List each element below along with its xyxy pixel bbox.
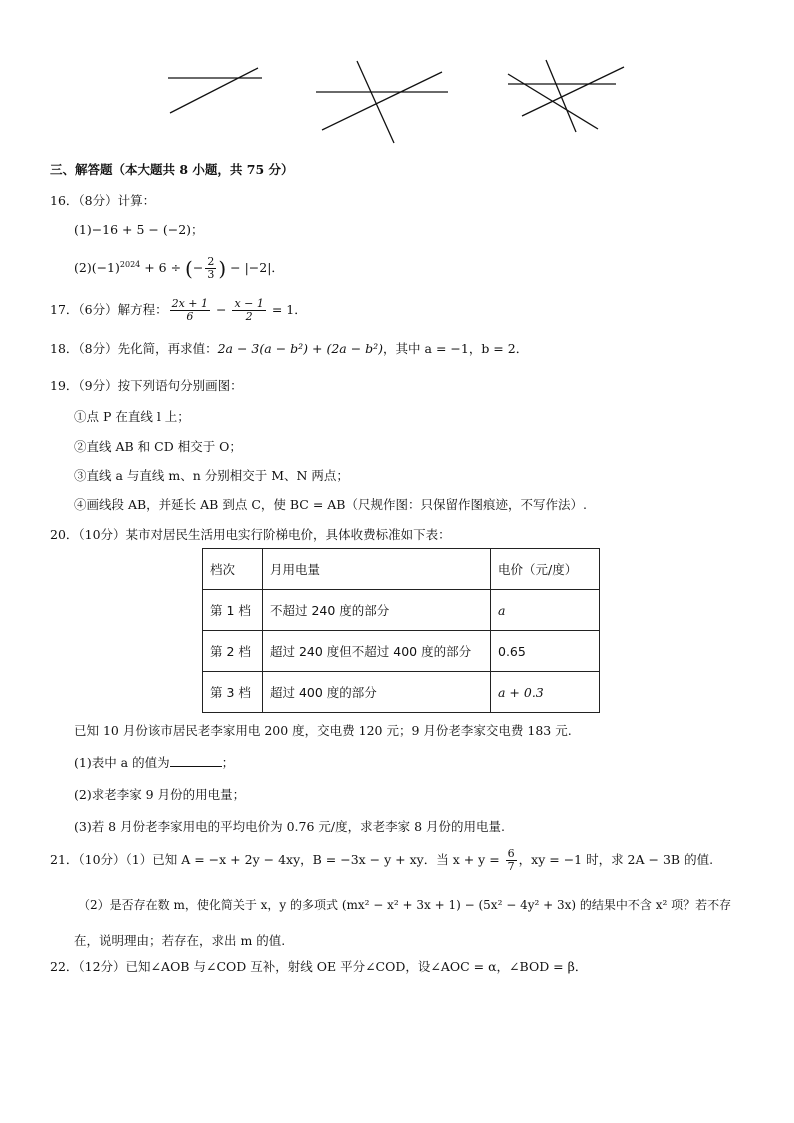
answer-blank[interactable]: [170, 754, 222, 767]
q20-part1-end: ；: [221, 755, 235, 770]
q17-fraction-2: [232, 298, 265, 323]
q16-fraction: [205, 256, 216, 281]
table-row: [203, 631, 600, 672]
table-cell: 第 3 档: [203, 672, 263, 713]
q16-part2: $(2)(-1)^{2024} + 6$ ÷ (− $\frac{2}{3}$ ) − |−2|．: [74, 255, 284, 281]
figure-2-line-diagonal-a: [322, 72, 442, 130]
q20-given: 已知 10 月份该市居民老李家用电 200 度，交电费 120 元；9 月份老李家交电费 183 元.: [74, 723, 572, 738]
q20-part1: [0, 754, 794, 771]
q18-heading: 18．（8分）先化简，再求值：: [50, 341, 218, 356]
electricity-price-table: [202, 548, 600, 713]
table-cell: 第 2 档: [203, 631, 263, 672]
q17-tail: = 1．: [267, 302, 307, 317]
q21-part2-cont: 在，说明理由；若存在，求出 m 的值.: [74, 933, 286, 948]
q20-part2: (2)求老李家 9 月份的用电量；: [74, 787, 246, 802]
q19-item-2: ②直线 AB 和 CD 相交于 O；: [74, 439, 242, 454]
q17-fraction-2-den: 2: [245, 310, 253, 323]
q19-item-4: ④画线段 AB，并延长 AB 到点 C，使 BC = AB（尺规作图：只保留作图痕迹，不写作法）.: [74, 497, 587, 512]
q16-part2-exponent: 2024: [119, 259, 141, 269]
figure-2: [316, 61, 448, 143]
figure-2-line-diagonal-b: [357, 61, 394, 143]
q17-fraction-1-num: 2x + 1: [171, 297, 209, 310]
q17-heading: 17．（6分）解方程：: [50, 302, 168, 317]
q21-part1-a: 21．（10分）（1）已知 A = −x + 2y − 4xy，B = −3x − y + xy．当 x + y =: [50, 852, 504, 867]
table-cell: 0.65: [491, 631, 600, 672]
q17-fraction-2-num: x − 1: [234, 297, 264, 310]
q18-tail: ，其中 a = −1，b = 2．: [383, 341, 529, 356]
section-title: 三、解答题（本大题共 8 小题，共 75 分）: [50, 162, 294, 177]
q16-part2-a: (2)(−1): [74, 260, 120, 275]
q18-expression: 2a − 3(a − b²) + (2a − b²): [217, 341, 384, 356]
q16-fraction-den: 3: [207, 268, 215, 281]
q21-fraction-den: 7: [507, 860, 515, 873]
intersecting-lines-figures: [0, 0, 794, 150]
table-header-cell: 月用电量: [263, 549, 491, 590]
q18: [0, 341, 794, 357]
figure-3-line-diagonal-c: [546, 60, 576, 132]
q17-fraction-1: [170, 298, 210, 323]
q17-fraction-1-den: 6: [186, 310, 194, 323]
figure-1-line-diagonal: [170, 68, 258, 113]
table-row: [203, 590, 600, 631]
q21-part1-b: ，xy = −1 时，求 2A − 3B 的值.: [518, 852, 714, 867]
q21-fraction: [506, 848, 517, 873]
table-row: [203, 672, 600, 713]
table-header-cell: 档次: [203, 549, 263, 590]
figure-1: [168, 68, 262, 113]
table-cell: a + 0.3: [491, 672, 600, 713]
q16-part2-b: + 6 ÷: [140, 260, 186, 275]
q21-fraction-num: 6: [507, 847, 515, 860]
q19-heading: 19．（9分）按下列语句分别画图：: [50, 378, 243, 393]
q19-item-1: ①点 P 在直线 l 上；: [74, 409, 190, 424]
q16-fraction-num: 2: [207, 255, 215, 268]
table-cell: 超过 400 度的部分: [263, 672, 491, 713]
q17: [0, 298, 794, 323]
q16-part2-c: − |−2|．: [226, 260, 284, 275]
table-header-row: [203, 549, 600, 590]
q16-part1-expr: (1)−16 + 5 − (−2)；: [74, 222, 204, 237]
table-cell: a: [491, 590, 600, 631]
figure-3: [508, 60, 624, 132]
q16-part1: [0, 222, 794, 238]
q17-minus: −: [212, 302, 231, 317]
q20-heading: 20．（10分）某市对居民生活用电实行阶梯电价，具体收费标准如下表：: [50, 527, 451, 542]
q22-heading: 22．（12分）已知∠AOB 与∠COD 互补，射线 OE 平分∠COD，设∠AOC = α，∠BOD = β．: [50, 959, 588, 974]
q21-part1: [0, 848, 794, 873]
q20-part3: (3)若 8 月份老李家用电的平均电价为 0.76 元/度，求老李家 8 月份的用电量.: [74, 819, 505, 834]
q19-item-3: ③直线 a 与直线 m、n 分别相交于 M、N 两点；: [74, 468, 349, 483]
q20-part1-text: (1)表中 a 的值为: [74, 755, 170, 770]
table-header-cell: 电价（元/度）: [491, 549, 600, 590]
q16-heading: 16．（8分）计算：: [50, 193, 156, 208]
table-cell: 不超过 240 度的部分: [263, 590, 491, 631]
table-cell: 超过 240 度但不超过 400 度的部分: [263, 631, 491, 672]
table-cell: 第 1 档: [203, 590, 263, 631]
q21-part2: （2）是否存在数 m，使化简关于 x，y 的多项式 (mx² − x² + 3x + 1) − (5x² − 4y² + 3x) 的结果中不含 x² 项？若不存: [78, 898, 732, 912]
